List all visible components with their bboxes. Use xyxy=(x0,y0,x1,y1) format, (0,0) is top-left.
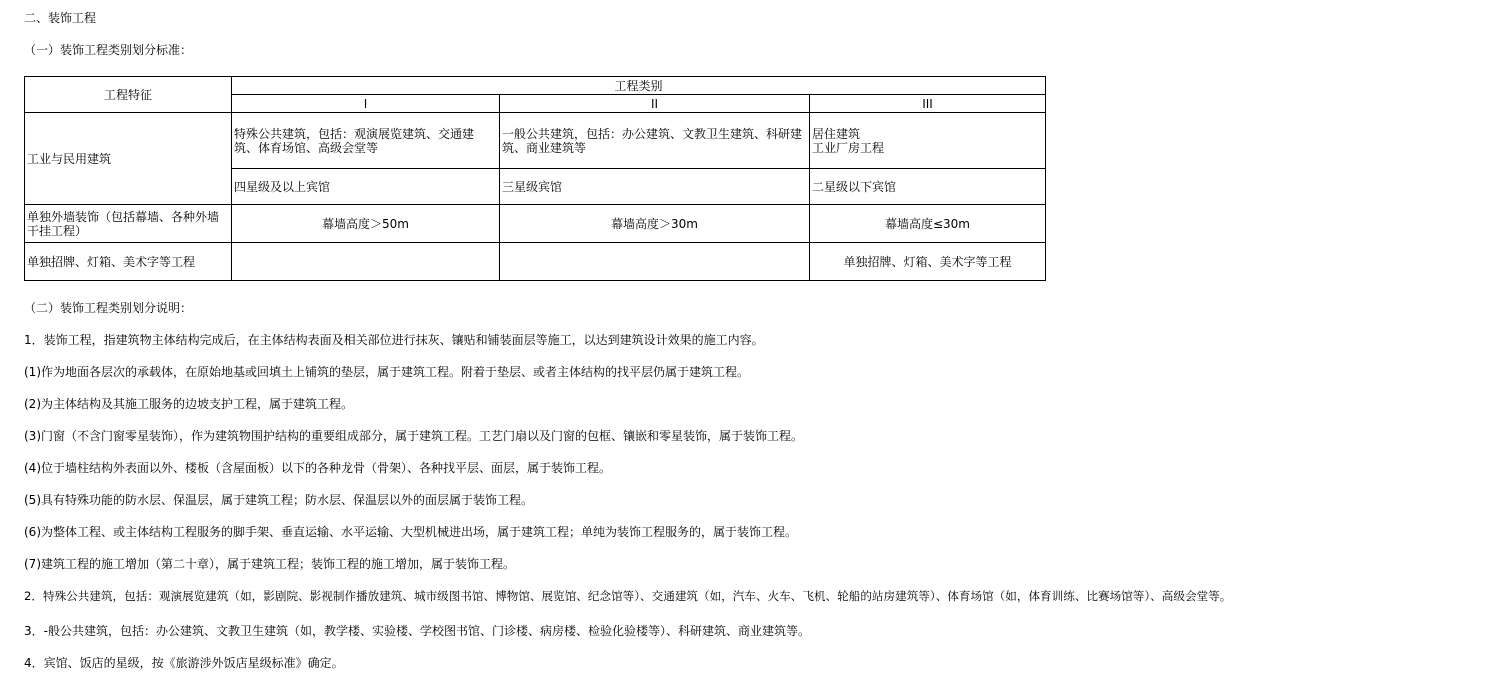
row-hotel-level-3: 二星级以下宾馆 xyxy=(810,169,1046,205)
row-signage-level-1 xyxy=(232,243,500,281)
row-facade-level-3: 幕墙高度≤30m xyxy=(810,205,1046,243)
note-1-7: (7)建筑工程的施工增加（第二十章），属于建筑工程；装饰工程的施工增加，属于装饰工程。 xyxy=(24,557,516,571)
note-1: 1．装饰工程，指建筑物主体结构完成后，在主体结构表面及相关部位进行抹灰、镶贴和铺装面层等施工，以达到建筑设计效果的施工内容。 xyxy=(24,333,764,347)
note-4: 4．宾馆、饭店的星级，按《旅游涉外饭店星级标准》确定。 xyxy=(24,656,344,670)
row-signage-level-3: 单独招牌、灯箱、美术字等工程 xyxy=(810,243,1046,281)
note-1-5: (5)具有特殊功能的防水层、保温层，属于建筑工程；防水层、保温层以外的面层属于装饰工程。 xyxy=(24,493,534,507)
row-civil-level-3: 居住建筑 工业厂房工程 xyxy=(810,113,1046,169)
category-table xyxy=(24,76,1046,281)
row-facade-level-1: 幕墙高度＞50m xyxy=(232,205,500,243)
row-hotel-level-1: 四星级及以上宾馆 xyxy=(232,169,500,205)
subsection-title-notes: （二）装饰工程类别划分说明： xyxy=(24,301,193,315)
header-level-2: II xyxy=(500,95,810,113)
header-level-1: I xyxy=(232,95,500,113)
row-civil-level-1: 特殊公共建筑，包括：观演展览建筑、交通建筑、体育场馆、高级会堂等 xyxy=(232,113,500,169)
row-civil-label: 工业与民用建筑 xyxy=(25,113,232,205)
row-facade-label: 单独外墙装饰（包括幕墙、各种外墙干挂工程） xyxy=(25,205,232,243)
note-1-4: (4)位于墙柱结构外表面以外、楼板（含屋面板）以下的各种龙骨（骨架）、各种找平层、面层，属于装饰工程。 xyxy=(24,461,612,475)
note-1-2: (2)为主体结构及其施工服务的边坡支护工程，属于建筑工程。 xyxy=(24,397,354,411)
note-1-6: (6)为整体工程、或主体结构工程服务的脚手架、垂直运输、水平运输、大型机械进出场，属于建筑工程；单纯为装饰工程服务的，属于装饰工程。 xyxy=(24,525,798,539)
header-category: 工程类别 xyxy=(232,77,1046,95)
note-1-1: (1)作为地面各层次的承载体，在原始地基或回填土上铺筑的垫层，属于建筑工程。附着于垫层、或者主体结构的找平层仍属于建筑工程。 xyxy=(24,365,750,379)
header-feature: 工程特征 xyxy=(25,77,232,113)
header-level-3: III xyxy=(810,95,1046,113)
row-signage-label: 单独招牌、灯箱、美术字等工程 xyxy=(25,243,232,281)
note-3: 3．-般公共建筑，包括：办公建筑、文教卫生建筑（如，教学楼、实验楼、学校图书馆、门诊楼、病房楼、检验化验楼等）、科研建筑、商业建筑等。 xyxy=(24,624,810,638)
row-signage-level-2 xyxy=(500,243,810,281)
note-2: 2．特殊公共建筑，包括：观演展览建筑（如，影剧院、影视制作播放建筑、城市级图书馆、博物馆、展览馆、纪念馆等）、交通建筑（如，汽车、火车、飞机、轮船的站房建筑等）、体育场馆（如，体育训练、比赛场馆等）、高级会堂等。 xyxy=(24,589,1232,603)
section-title: 二、装饰工程 xyxy=(24,11,97,25)
note-1-3: (3)门窗（不含门窗零星装饰），作为建筑物围护结构的重要组成部分，属于建筑工程。工艺门扇以及门窗的包框、镶嵌和零星装饰，属于装饰工程。 xyxy=(24,429,804,443)
row-hotel-level-2: 三星级宾馆 xyxy=(500,169,810,205)
subsection-title-standard: （一）装饰工程类别划分标准： xyxy=(24,43,193,57)
row-civil-level-2: 一般公共建筑，包括：办公建筑、文教卫生建筑、科研建筑、商业建筑等 xyxy=(500,113,810,169)
row-facade-level-2: 幕墙高度＞30m xyxy=(500,205,810,243)
